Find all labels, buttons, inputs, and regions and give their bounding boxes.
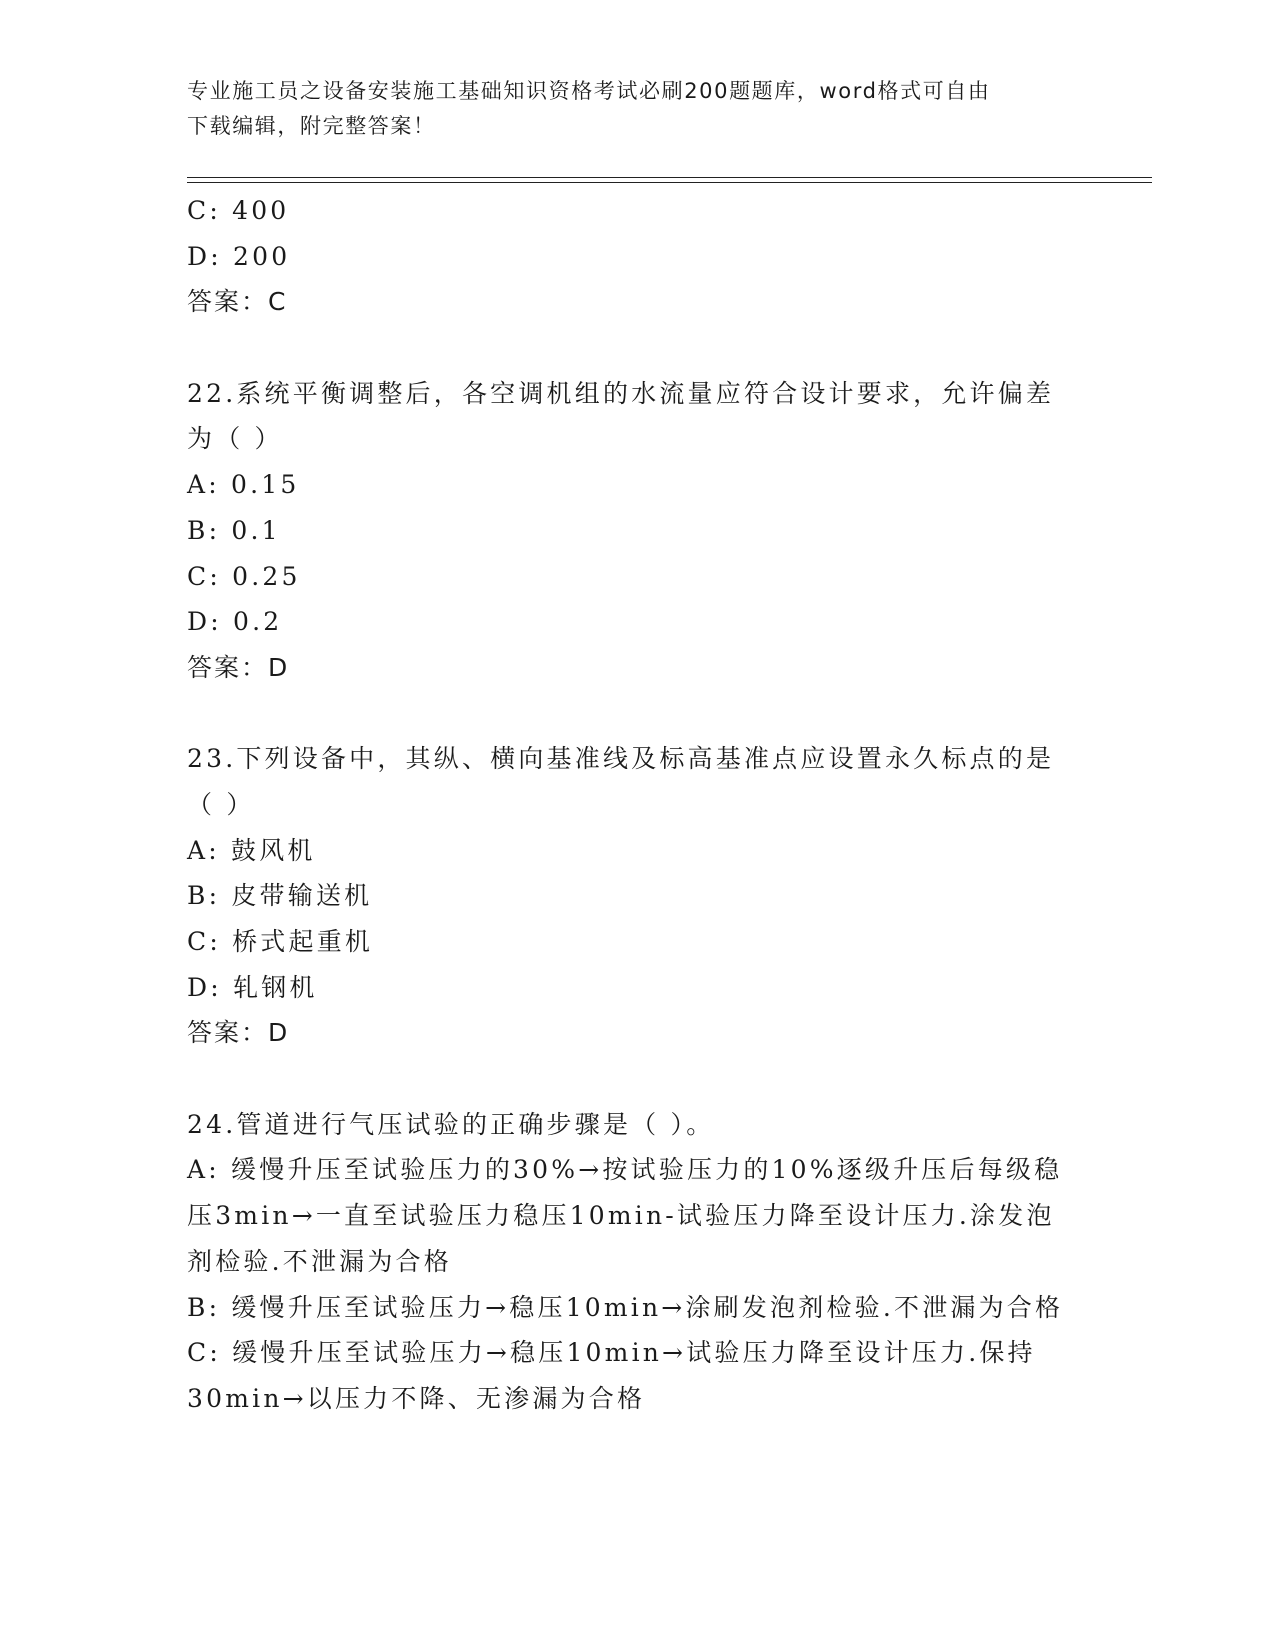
header-rule-top <box>187 177 1152 178</box>
answer-line: 答案：D <box>187 1018 290 1048</box>
spacer <box>187 325 1087 371</box>
option-a: A: 鼓风机 <box>187 835 316 865</box>
option-a: A: 0.15 <box>187 470 300 500</box>
option-c: C: 缓慢升压至试验压力→稳压10min→试验压力降至设计压力.保持 <box>187 1338 1036 1368</box>
option-a: A: 缓慢升压至试验压力的30%→按试验压力的10%逐级升压后每级稳 <box>187 1155 1063 1185</box>
option-a-continued: 剂检验.不泄漏为合格 <box>187 1246 452 1276</box>
option-a-continued: 压3min→一直至试验压力稳压10min-试验压力降至设计压力.涂发泡 <box>187 1201 1055 1231</box>
question-stem: 22.系统平衡调整后，各空调机组的水流量应符合设计要求，允许偏差 <box>187 378 1055 408</box>
question-stem: 24.管道进行气压试验的正确步骤是（ ）。 <box>187 1109 715 1139</box>
option-b: B: 皮带输送机 <box>187 881 373 911</box>
question-stem-continued: （ ） <box>187 789 255 819</box>
answer-line: 答案：C <box>187 287 288 317</box>
option-d: D: 轧钢机 <box>187 972 318 1002</box>
option-b: B: 缓慢升压至试验压力→稳压10min→涂刷发泡剂检验.不泄漏为合格 <box>187 1292 1064 1322</box>
question-stem-continued: 为（ ） <box>187 424 283 454</box>
question-24 <box>187 1102 1087 1422</box>
option-b: B: 0.1 <box>187 515 281 545</box>
option-d: D: 0.2 <box>187 607 283 637</box>
question-23 <box>187 736 1087 1056</box>
option-c-continued: 30min→以压力不降、无渗漏为合格 <box>187 1383 646 1413</box>
header-line-2: 下载编辑，附完整答案！ <box>187 114 436 138</box>
document-body <box>187 188 1087 1422</box>
document-header <box>187 74 1087 144</box>
header-line-1: 专业施工员之设备安装施工基础知识资格考试必刷200题题库，word格式可自由 <box>187 79 991 103</box>
option-c: C: 0.25 <box>187 561 301 591</box>
option-d: D: 200 <box>187 241 291 271</box>
previous-question-tail <box>187 188 1087 325</box>
option-c: C: 桥式起重机 <box>187 927 374 956</box>
question-22 <box>187 371 1087 691</box>
spacer <box>187 691 1087 737</box>
option-c: C: 400 <box>187 196 290 225</box>
question-stem: 23.下列设备中，其纵、横向基准线及标高基准点应设置永久标点的是 <box>187 744 1055 774</box>
answer-line: 答案：D <box>187 652 290 682</box>
spacer <box>187 1056 1087 1102</box>
header-rule-bottom <box>187 182 1152 183</box>
